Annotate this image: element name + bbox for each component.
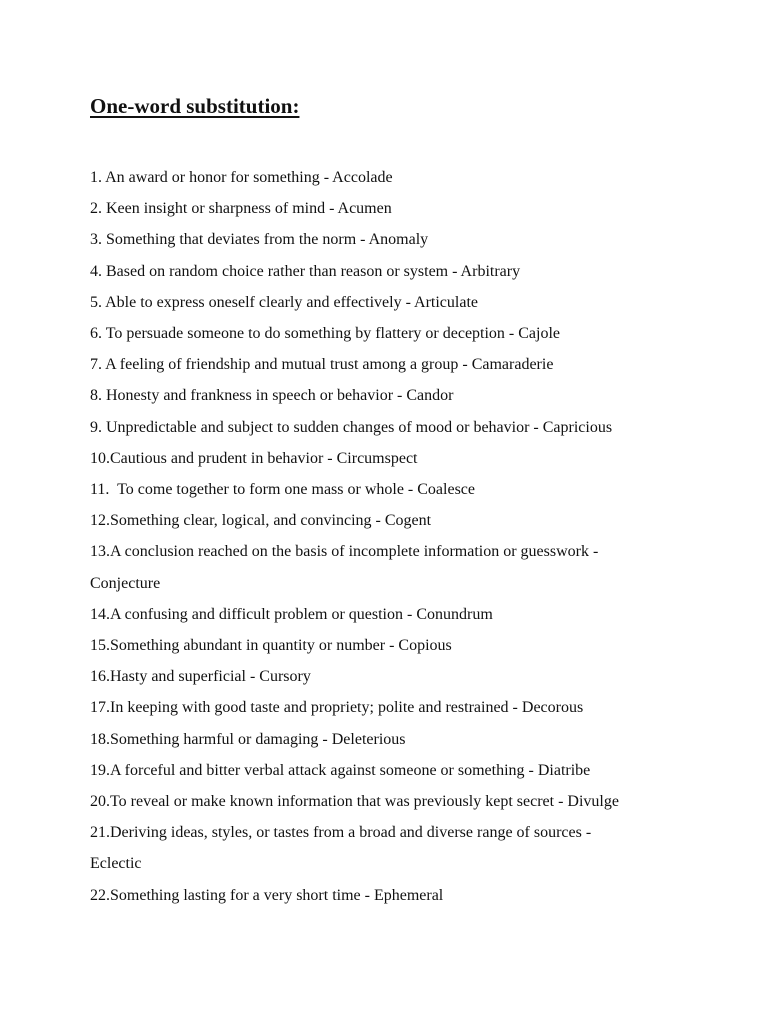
list-line: 5. Able to express oneself clearly and effectively - Articulate — [90, 293, 478, 311]
list-line: 2. Keen insight or sharpness of mind - Acumen — [90, 200, 392, 218]
list-line: 1. An award or honor for something - Accolade — [90, 169, 393, 186]
list-line: 12.Something clear, logical, and convincing - Cogent — [90, 512, 432, 530]
list-line: Eclectic — [90, 855, 142, 873]
list-line: 10.Cautious and prudent in behavior - Circumspect — [90, 449, 418, 467]
list-line: 19.A forceful and bitter verbal attack against someone or something - Diatribe — [90, 761, 591, 779]
page-title: One-word substitution: — [90, 94, 300, 118]
list-line: 4. Based on random choice rather than reason or system - Arbitrary — [90, 262, 521, 280]
list-line: 17.In keeping with good taste and propriety; polite and restrained - Decorous — [90, 699, 584, 717]
list-line: Conjecture — [90, 574, 161, 592]
list-line: 3. Something that deviates from the norm - Anomaly — [90, 231, 429, 249]
list-line: 22.Something lasting for a very short time - Ephemeral — [90, 886, 444, 904]
list-line: 16.Hasty and superficial - Cursory — [90, 668, 311, 686]
list-line: 6. To persuade someone to do something by flattery or deception - Cajole — [90, 325, 561, 343]
list-line: 18.Something harmful or damaging - Deleterious — [90, 730, 406, 748]
substitution-list — [90, 162, 690, 911]
list-line: 21.Deriving ideas, styles, or tastes from a broad and diverse range of sources - — [90, 824, 592, 842]
list-line: 8. Honesty and frankness in speech or behavior - Candor — [90, 387, 454, 405]
list-line: 13.A conclusion reached on the basis of incomplete information or guesswork - — [90, 543, 599, 561]
list-line: 9. Unpredictable and subject to sudden changes of mood or behavior - Capricious — [90, 418, 613, 436]
list-line: 7. A feeling of friendship and mutual trust among a group - Camaraderie — [90, 356, 554, 374]
list-line: 15.Something abundant in quantity or number - Copious — [90, 637, 452, 655]
list-line: 11. To come together to form one mass or whole - Coalesce — [90, 481, 475, 499]
list-line: 14.A confusing and difficult problem or question - Conundrum — [90, 605, 493, 623]
list-line: 20.To reveal or make known information that was previously kept secret - Divulge — [90, 793, 619, 811]
